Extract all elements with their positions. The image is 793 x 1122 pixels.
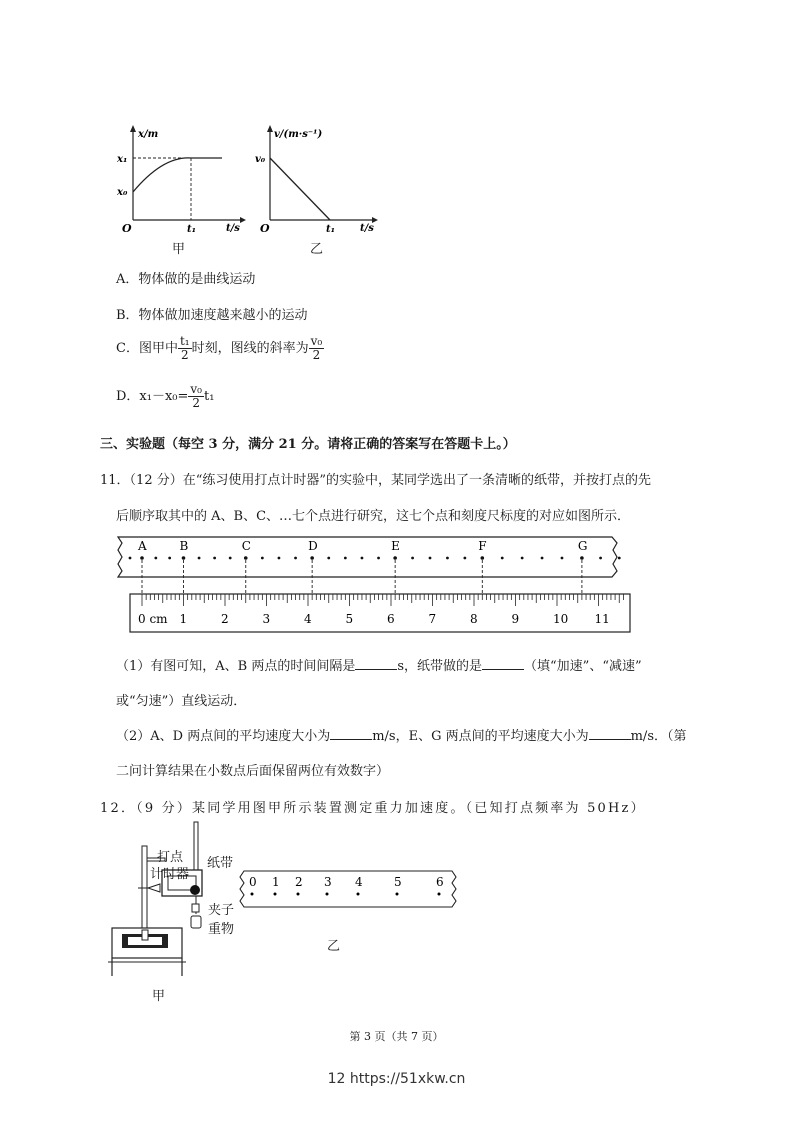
q12-tape-dot	[438, 893, 441, 896]
graph-yi-t1-label: t₁	[326, 224, 335, 235]
graph-jia-t1-label: t₁	[187, 224, 196, 235]
q11-sub2-a: （2）A、D 两点间的平均速度大小为	[116, 729, 331, 744]
ruler-label: 7	[428, 612, 437, 626]
option-d-frac	[188, 383, 204, 410]
frac-numerator: v₀	[190, 382, 202, 396]
graph-jia-x1-label: x₁	[117, 154, 128, 165]
tape-dot	[541, 557, 544, 560]
q11-line2: 后顺序取其中的 A、B、C、…七个点进行研究，这七个点和刻度尺标度的对应如图所示．	[116, 509, 631, 524]
tape-dot	[481, 556, 485, 560]
tape-dot	[327, 557, 330, 560]
page-number: 第 3 页（共 7 页）	[349, 1030, 444, 1043]
tape-dot	[129, 557, 132, 560]
q12-tape-dot	[357, 893, 360, 896]
caption-jia: 甲	[152, 989, 166, 1004]
q11-sub1-line2: 或“匀速”）直线运动．	[116, 694, 247, 709]
frac-numerator: t₁	[179, 334, 190, 348]
tape-dot	[154, 557, 157, 560]
ruler-label: 5	[345, 612, 354, 626]
q11-sub2-c: m/s．（第	[630, 729, 687, 744]
answer-blank[interactable]	[330, 727, 372, 740]
q11-sub2	[116, 725, 687, 744]
frac-numerator: v₀	[310, 334, 323, 348]
section-heading: 三、实验题（每空 3 分，满分 21 分。请将正确的答案写在答题卡上。）	[100, 437, 516, 452]
tape-point-label: C	[241, 539, 251, 553]
tape-point-label: A	[138, 539, 147, 553]
graph-jia-y-label: x/m	[138, 129, 159, 140]
frac-denominator: 2	[180, 348, 189, 362]
graph-yi-v0-label: v₀	[255, 154, 266, 165]
tape-point-label: F	[478, 539, 487, 553]
answer-blank[interactable]	[589, 727, 631, 740]
tape-dot	[310, 556, 314, 560]
tape-dot	[140, 556, 144, 560]
tape-dot	[446, 557, 449, 560]
tape-dot	[278, 557, 281, 560]
ruler-label: 2	[221, 612, 229, 626]
graph-jia-x0-label: x₀	[117, 187, 128, 198]
tape-point-label: G	[577, 539, 588, 553]
frac-denominator: 2	[192, 396, 201, 410]
q12-tape-dot	[274, 893, 277, 896]
answer-blank[interactable]	[482, 657, 524, 670]
option-a: A．物体做的是曲线运动	[116, 272, 256, 287]
tape-dot	[463, 557, 466, 560]
label-timer-1: 打点	[157, 850, 184, 865]
option-d-suffix: t₁	[204, 389, 215, 404]
tape-point-label: E	[391, 539, 400, 553]
frac-denominator: 2	[312, 348, 321, 362]
q12-tape-number: 0	[249, 875, 257, 889]
label-weight: 重物	[208, 922, 235, 937]
graph-yi-y-label: v/(m·s⁻¹)	[274, 129, 323, 140]
q12-tape-dot	[251, 893, 254, 896]
ruler-label: 6	[387, 612, 395, 626]
tape-point-label: D	[308, 539, 318, 553]
q12-tape-number: 4	[355, 875, 363, 889]
q11-sub1-c: （填“加速”、“减速”	[524, 659, 642, 674]
q12-tape-dot	[326, 893, 329, 896]
ruler-label: 8	[470, 612, 478, 626]
graph-jia-origin: O	[122, 222, 132, 235]
caption-yi: 乙	[327, 939, 341, 954]
tape-dot	[561, 557, 564, 560]
tape-dot	[344, 557, 347, 560]
tape-dot	[580, 556, 584, 560]
q12-line1: 12．（9 分）某同学用图甲所示装置测定重力加速度。（已知打点频率为 50Hz）	[100, 801, 646, 816]
q11-line1: 11．（12 分）在“练习使用打点计时器”的实验中，某同学选出了一条清晰的纸带，并按打点的先	[100, 473, 652, 488]
q12-tape-number: 1	[272, 875, 280, 889]
tape-dot	[229, 557, 232, 560]
q12-tape-number: 5	[394, 875, 402, 889]
option-b: B．物体做加速度越来越小的运动	[116, 308, 308, 323]
ruler-label: 11	[594, 612, 610, 626]
q11-sub1	[116, 655, 642, 674]
ruler-label: 0 cm	[138, 612, 168, 626]
graph-yi-x-label: t/s	[360, 223, 374, 234]
tape-dot	[618, 557, 621, 560]
tape-dot	[429, 557, 432, 560]
q11-sub2-b: m/s，E、G 两点间的平均速度大小为	[372, 729, 589, 744]
graph-yi-origin: O	[260, 222, 270, 235]
q11-sub2-line2: 二问计算结果在小数点后面保留两位有效数字）	[116, 764, 390, 779]
tape-dot	[182, 556, 186, 560]
watermark: 12 https://51xkw.cn	[327, 1071, 466, 1087]
option-c-frac2	[309, 335, 325, 362]
tape-dot	[501, 557, 504, 560]
q11-tape-and-ruler	[112, 534, 636, 638]
tape-dot	[294, 557, 297, 560]
tape-dot	[198, 557, 201, 560]
tape-point-label: B	[179, 539, 189, 553]
tape-dot	[521, 557, 524, 560]
q12-tape-dot	[396, 893, 399, 896]
tape-dot	[361, 557, 364, 560]
label-tape: 纸带	[207, 856, 234, 871]
q12-tape	[236, 868, 460, 910]
tape-dot	[599, 557, 602, 560]
q11-sub1-b: s，纸带做的是	[397, 659, 483, 674]
option-d	[116, 383, 214, 410]
option-c	[116, 335, 324, 362]
graph-yi	[248, 120, 418, 260]
tape-dot	[393, 556, 397, 560]
answer-blank[interactable]	[355, 657, 397, 670]
q12-tape-number: 2	[295, 875, 303, 889]
tape-dot	[213, 557, 216, 560]
ruler-label: 9	[511, 612, 520, 626]
tape-dot	[168, 557, 171, 560]
ruler-label: 3	[262, 612, 271, 626]
graph-jia-x-label: t/s	[226, 223, 240, 234]
ruler-label: 4	[304, 612, 312, 626]
q12-tape-number: 6	[436, 875, 444, 889]
option-d-prefix: D．x₁－x₀=	[116, 389, 189, 404]
tape-dot	[411, 557, 414, 560]
option-c-mid: 时刻，图线的斜率为	[191, 341, 309, 356]
label-timer-2: 计时器	[150, 867, 190, 882]
q12-tape-number: 3	[324, 875, 332, 889]
q12-tape-dot	[297, 893, 300, 896]
graph-jia-caption: 甲	[172, 242, 186, 257]
option-c-frac1	[178, 335, 192, 362]
tape-dot	[261, 557, 264, 560]
graph-yi-caption: 乙	[310, 242, 324, 257]
ruler-label: 1	[179, 612, 188, 626]
q11-sub1-a: （1）有图可知，A、B 两点的时间间隔是	[116, 659, 356, 674]
label-clip: 夹子	[208, 903, 235, 918]
option-c-prefix: C．图甲中	[116, 341, 178, 356]
tape-dot	[244, 556, 248, 560]
tape-dot	[377, 557, 380, 560]
ruler-label: 10	[553, 612, 569, 626]
